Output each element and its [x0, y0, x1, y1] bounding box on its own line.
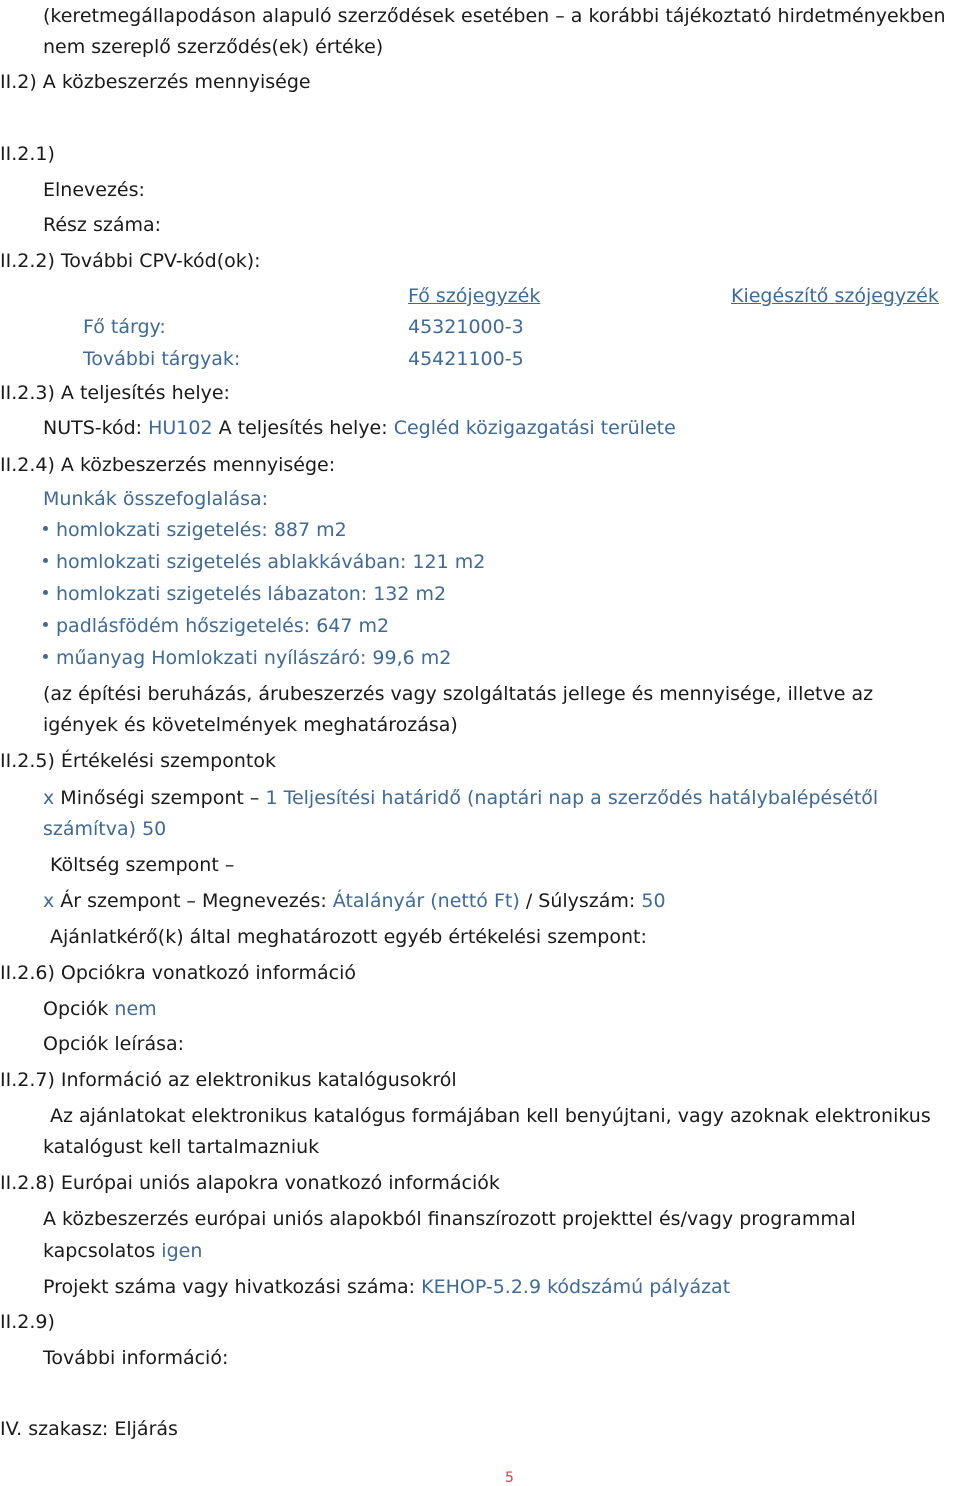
cpv-other-label: További tárgyak: [83, 348, 241, 370]
works-item: homlokzati szigetelés ablakkávában: 121 m2 [43, 550, 485, 574]
cpv-other-code: 45421100-5 [408, 348, 524, 370]
quality-line-1 [43, 786, 878, 810]
note-line-2: igények és követelmények meghatározása) [43, 714, 458, 736]
quality-text: 1 Teljesítési határidő (naptári nap a szerződés hatálybalépésétől [265, 787, 879, 809]
section-ii27: II.2.7) Információ az elektronikus katalógusokról [0, 1069, 457, 1091]
project-value: KEHOP-5.2.9 kódszámú pályázat [421, 1276, 731, 1298]
project-line [43, 1275, 730, 1299]
bullet-icon [43, 526, 48, 531]
price-line [43, 889, 666, 913]
cpv-main-label: Fő tárgy: [83, 316, 166, 338]
name-label: Elnevezés: [43, 179, 145, 201]
section-ii29: II.2.9) [0, 1311, 55, 1333]
note-line-1: (az építési beruházás, árubeszerzés vagy szolgáltatás jellege és mennyisége, illetve az [43, 683, 874, 705]
works-item: homlokzati szigetelés: 887 m2 [43, 518, 347, 542]
cpv-head-extra: Kiegészítő szójegyzék [731, 285, 939, 307]
eu-value: igen [161, 1240, 203, 1262]
quality-line-2: számítva) 50 [43, 818, 167, 840]
project-label: Projekt száma vagy hivatkozási száma: [43, 1276, 416, 1298]
catalog-line-2: katalógust kell tartalmazniuk [43, 1136, 320, 1158]
cpv-main-code: 45321000-3 [408, 316, 524, 338]
works-item: műanyag Homlokzati nyílászáró: 99,6 m2 [43, 646, 451, 670]
eu-line-1: A közbeszerzés európai uniós alapokból finanszírozott projekttel és/vagy programmal [43, 1208, 856, 1230]
options-line [43, 997, 157, 1021]
price-weight-label: / Súlyszám: [525, 890, 636, 912]
cost-label: Költség szempont – [50, 854, 235, 876]
bullet-icon [43, 590, 48, 595]
section-ii24: II.2.4) A közbeszerzés mennyisége: [0, 454, 336, 476]
works-item: padlásfödém hőszigetelés: 647 m2 [43, 614, 389, 638]
section-ii2-heading: II.2) A közbeszerzés mennyisége [0, 71, 311, 93]
page-number: 5 [505, 1470, 514, 1486]
eu-line-2 [43, 1239, 202, 1263]
section-ii26: II.2.6) Opciókra vonatkozó információ [0, 962, 356, 984]
more-info: További információ: [43, 1347, 229, 1369]
works-item: homlokzati szigetelés lábazaton: 132 m2 [43, 582, 446, 606]
price-name: Átalányár (nettó Ft) [332, 890, 520, 912]
intro-line-1: (keretmegállapodáson alapuló szerződések esetében – a korábbi tájékoztató hirdetményekben [43, 5, 946, 27]
options-desc: Opciók leírása: [43, 1033, 185, 1055]
cpv-head-main: Fő szójegyzék [408, 285, 541, 307]
eu-label: kapcsolatos [43, 1240, 156, 1262]
bullet-icon [43, 654, 48, 659]
place-label: A teljesítés helye: [218, 417, 388, 439]
intro-line-2: nem szereplő szerződés(ek) értéke) [43, 36, 384, 58]
section-ii21: II.2.1) [0, 143, 55, 165]
nuts-line [43, 416, 676, 440]
catalog-line-1: Az ajánlatokat elektronikus katalógus formájában kell benyújtani, vagy azoknak elektronikus [50, 1105, 931, 1127]
place-value: Cegléd közigazgatási területe [393, 417, 676, 439]
section-ii25: II.2.5) Értékelési szempontok [0, 750, 276, 772]
section-ii22: II.2.2) További CPV-kód(ok): [0, 250, 261, 272]
works-title: Munkák összefoglalása: [43, 488, 269, 510]
part-number-label: Rész száma: [43, 214, 162, 236]
price-weight: 50 [641, 890, 666, 912]
section-ii28: II.2.8) Európai uniós alapokra vonatkozó információk [0, 1172, 500, 1194]
options-label: Opciók [43, 998, 109, 1020]
quality-x: x [43, 787, 55, 809]
quality-label: Minőségi szempont – [60, 787, 260, 809]
section-ii23: II.2.3) A teljesítés helye: [0, 382, 230, 404]
other-criteria: Ajánlatkérő(k) által meghatározott egyéb értékelési szempont: [50, 926, 647, 948]
bullet-icon [43, 622, 48, 627]
price-label: Ár szempont – Megnevezés: [60, 890, 327, 912]
nuts-label: NUTS-kód: [43, 417, 143, 439]
options-value: nem [114, 998, 157, 1020]
bullet-icon [43, 558, 48, 563]
section-iv-heading: IV. szakasz: Eljárás [0, 1418, 178, 1440]
price-x: x [43, 890, 55, 912]
nuts-code: HU102 [148, 417, 213, 439]
